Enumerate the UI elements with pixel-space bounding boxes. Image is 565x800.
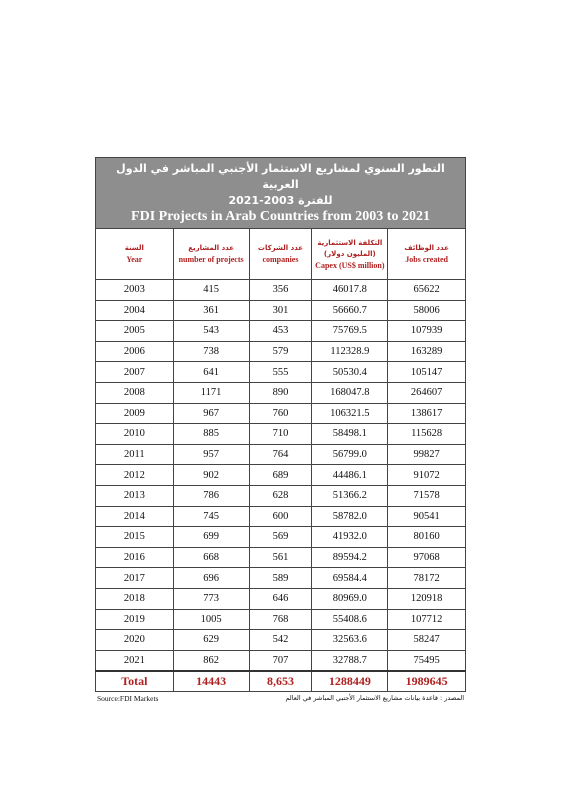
source-english: Source:FDI Markets (97, 694, 159, 704)
jobs-cell: 138617 (388, 403, 466, 424)
table-row (96, 609, 466, 630)
table-title-banner (95, 157, 466, 228)
jobs-cell: 65622 (388, 280, 466, 301)
year-cell: 2016 (96, 547, 174, 568)
companies-cell: 301 (249, 300, 312, 321)
companies-cell: 646 (249, 588, 312, 609)
projects-cell: 885 (173, 424, 249, 445)
year-cell: 2003 (96, 280, 174, 301)
jobs-cell: 115628 (388, 424, 466, 445)
year-cell: 2004 (96, 300, 174, 321)
fdi-data-table (95, 228, 466, 692)
capex-cell: 44486.1 (312, 465, 388, 486)
table-row (96, 280, 466, 301)
source-arabic: المصدر : قاعدة بيانات مشاريع الاستثمار الأجنبي المباشر في العالم (285, 694, 464, 703)
capex-cell: 56660.7 (312, 300, 388, 321)
year-cell: 2019 (96, 609, 174, 630)
capex-cell: 55408.6 (312, 609, 388, 630)
year-cell: 2009 (96, 403, 174, 424)
projects-cell: 361 (173, 300, 249, 321)
table-row (96, 485, 466, 506)
header-capex: التكلفة الاستثمارية (المليون دولار) Capex (US$ million) (312, 229, 388, 280)
table-row (96, 403, 466, 424)
projects-cell: 629 (173, 630, 249, 651)
table-row (96, 300, 466, 321)
capex-cell: 106321.5 (312, 403, 388, 424)
year-cell: 2013 (96, 485, 174, 506)
capex-cell: 51366.2 (312, 485, 388, 506)
jobs-cell: 80160 (388, 527, 466, 548)
capex-cell: 75769.5 (312, 321, 388, 342)
companies-cell: 555 (249, 362, 312, 383)
capex-cell: 69584.4 (312, 568, 388, 589)
table-row (96, 650, 466, 671)
capex-cell: 112328.9 (312, 341, 388, 362)
projects-cell: 773 (173, 588, 249, 609)
companies-cell: 356 (249, 280, 312, 301)
table-row (96, 321, 466, 342)
year-cell: 2011 (96, 444, 174, 465)
capex-cell: 50530.4 (312, 362, 388, 383)
jobs-cell: 90541 (388, 506, 466, 527)
total-companies: 8,653 (249, 671, 312, 692)
title-english: FDI Projects in Arab Countries from 2003 to 2021 (131, 209, 430, 224)
capex-cell: 46017.8 (312, 280, 388, 301)
projects-cell: 1171 (173, 382, 249, 403)
capex-cell: 58498.1 (312, 424, 388, 445)
header-projects: عدد المشاريع number of projects (173, 229, 249, 280)
year-cell: 2005 (96, 321, 174, 342)
year-cell: 2010 (96, 424, 174, 445)
companies-cell: 561 (249, 547, 312, 568)
jobs-cell: 58006 (388, 300, 466, 321)
projects-cell: 902 (173, 465, 249, 486)
table-row (96, 588, 466, 609)
jobs-cell: 75495 (388, 650, 466, 671)
projects-cell: 862 (173, 650, 249, 671)
projects-cell: 696 (173, 568, 249, 589)
header-companies: عدد الشركات companies (249, 229, 312, 280)
companies-cell: 768 (249, 609, 312, 630)
capex-cell: 168047.8 (312, 382, 388, 403)
companies-cell: 764 (249, 444, 312, 465)
header-row (96, 229, 466, 280)
table-row (96, 465, 466, 486)
year-cell: 2017 (96, 568, 174, 589)
companies-cell: 600 (249, 506, 312, 527)
companies-cell: 542 (249, 630, 312, 651)
table-row (96, 547, 466, 568)
table-row (96, 424, 466, 445)
projects-cell: 641 (173, 362, 249, 383)
capex-cell: 56799.0 (312, 444, 388, 465)
jobs-cell: 107712 (388, 609, 466, 630)
jobs-cell: 78172 (388, 568, 466, 589)
year-cell: 2014 (96, 506, 174, 527)
table-row (96, 568, 466, 589)
fdi-table-sheet (95, 157, 466, 706)
source-footer (95, 694, 466, 706)
companies-cell: 589 (249, 568, 312, 589)
projects-cell: 415 (173, 280, 249, 301)
header-jobs: عدد الوظائف Jobs created (388, 229, 466, 280)
projects-cell: 967 (173, 403, 249, 424)
total-label: Total (96, 671, 174, 692)
total-jobs: 1989645 (388, 671, 466, 692)
projects-cell: 786 (173, 485, 249, 506)
capex-cell: 41932.0 (312, 527, 388, 548)
year-cell: 2015 (96, 527, 174, 548)
total-projects: 14443 (173, 671, 249, 692)
projects-cell: 1005 (173, 609, 249, 630)
projects-cell: 957 (173, 444, 249, 465)
projects-cell: 668 (173, 547, 249, 568)
projects-cell: 738 (173, 341, 249, 362)
capex-cell: 89594.2 (312, 547, 388, 568)
table-row (96, 527, 466, 548)
companies-cell: 579 (249, 341, 312, 362)
table-row (96, 382, 466, 403)
year-cell: 2006 (96, 341, 174, 362)
jobs-cell: 163289 (388, 341, 466, 362)
year-cell: 2020 (96, 630, 174, 651)
year-cell: 2007 (96, 362, 174, 383)
companies-cell: 760 (249, 403, 312, 424)
jobs-cell: 71578 (388, 485, 466, 506)
total-row (96, 671, 466, 692)
jobs-cell: 99827 (388, 444, 466, 465)
companies-cell: 710 (249, 424, 312, 445)
companies-cell: 707 (249, 650, 312, 671)
title-arabic-line2: للفترة 2003-2021 (228, 194, 333, 207)
companies-cell: 628 (249, 485, 312, 506)
projects-cell: 543 (173, 321, 249, 342)
companies-cell: 689 (249, 465, 312, 486)
year-cell: 2021 (96, 650, 174, 671)
jobs-cell: 97068 (388, 547, 466, 568)
projects-cell: 699 (173, 527, 249, 548)
year-cell: 2018 (96, 588, 174, 609)
capex-cell: 58782.0 (312, 506, 388, 527)
companies-cell: 569 (249, 527, 312, 548)
header-year: السنة Year (96, 229, 174, 280)
table-row (96, 341, 466, 362)
jobs-cell: 107939 (388, 321, 466, 342)
title-arabic-line1: التطور السنوي لمشاريع الاستثمار الأجنبي المباشر في الدول العربية (116, 162, 445, 191)
table-row (96, 630, 466, 651)
projects-cell: 745 (173, 506, 249, 527)
total-capex: 1288449 (312, 671, 388, 692)
jobs-cell: 120918 (388, 588, 466, 609)
companies-cell: 453 (249, 321, 312, 342)
jobs-cell: 91072 (388, 465, 466, 486)
companies-cell: 890 (249, 382, 312, 403)
capex-cell: 32563.6 (312, 630, 388, 651)
jobs-cell: 58247 (388, 630, 466, 651)
table-row (96, 362, 466, 383)
capex-cell: 80969.0 (312, 588, 388, 609)
year-cell: 2012 (96, 465, 174, 486)
year-cell: 2008 (96, 382, 174, 403)
jobs-cell: 105147 (388, 362, 466, 383)
capex-cell: 32788.7 (312, 650, 388, 671)
table-row (96, 444, 466, 465)
jobs-cell: 264607 (388, 382, 466, 403)
table-row (96, 506, 466, 527)
